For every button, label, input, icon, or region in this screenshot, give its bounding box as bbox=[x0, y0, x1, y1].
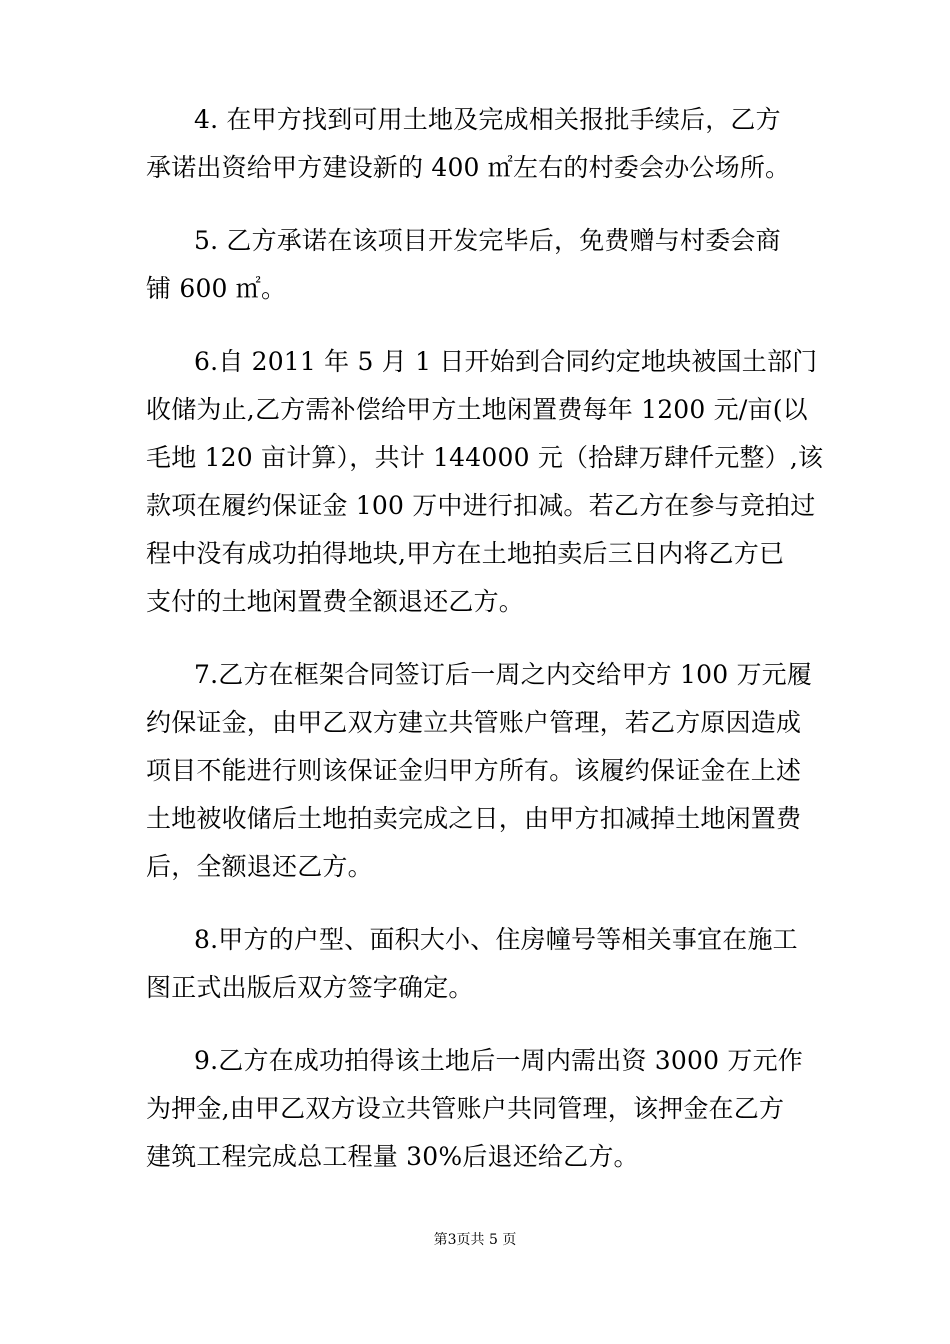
text-line: 毛地 120 亩计算），共计 144000 元（拾肆万肆仟元整）,该 bbox=[146, 443, 824, 472]
text-line: 7.乙方在框架合同签订后一周之内交给甲方 100 万元履 bbox=[194, 660, 813, 689]
text-line: 支付的土地闲置费全额退还乙方。 bbox=[146, 587, 525, 616]
text-line: 土地被收储后土地拍卖完成之日，由甲方扣减掉土地闲置费 bbox=[146, 804, 802, 833]
text-line: 款项在履约保证金 100 万中进行扣减。若乙方在参与竞拍过 bbox=[146, 491, 816, 520]
clause-9 bbox=[146, 1037, 810, 1181]
text-line: 4. 在甲方找到可用土地及完成相关报批手续后，乙方 bbox=[194, 105, 781, 134]
clause-6 bbox=[146, 338, 824, 626]
text-line: 为押金,由甲乙双方设立共管账户共同管理，该押金在乙方 bbox=[146, 1094, 785, 1123]
clause-5 bbox=[146, 217, 810, 313]
text-line: 铺 600 ㎡。 bbox=[146, 274, 287, 303]
text-line: 约保证金，由甲乙双方建立共管账户管理，若乙方原因造成 bbox=[146, 708, 802, 737]
clause-7 bbox=[146, 651, 813, 891]
page-number-footer: 第3页共 5 页 bbox=[433, 1232, 517, 1248]
text-line: 8.甲方的户型、面积大小、住房幢号等相关事宜在施工 bbox=[194, 925, 798, 954]
text-line: 收储为止,乙方需补偿给甲方土地闲置费每年 1200 元/亩(以 bbox=[146, 395, 808, 424]
text-line: 图正式出版后双方签字确定。 bbox=[146, 973, 474, 1002]
text-line: 承诺出资给甲方建设新的 400 ㎡左右的村委会办公场所。 bbox=[146, 153, 791, 182]
document-body bbox=[146, 96, 824, 1206]
text-line: 项目不能进行则该保证金归甲方所有。该履约保证金在上述 bbox=[146, 756, 802, 785]
clause-4 bbox=[146, 96, 810, 192]
text-line: 程中没有成功拍得地块,甲方在土地拍卖后三日内将乙方已 bbox=[146, 539, 785, 568]
text-line: 建筑工程完成总工程量 30%后退还给乙方。 bbox=[146, 1142, 639, 1171]
text-line: 9.乙方在成功拍得该土地后一周内需出资 3000 万元作 bbox=[194, 1046, 803, 1075]
text-line: 6.自 2011 年 5 月 1 日开始到合同约定地块被国土部门 bbox=[194, 347, 818, 376]
clause-8 bbox=[146, 916, 810, 1012]
text-line: 5. 乙方承诺在该项目开发完毕后，免费赠与村委会商 bbox=[194, 226, 781, 255]
text-line: 后，全额退还乙方。 bbox=[146, 852, 373, 881]
